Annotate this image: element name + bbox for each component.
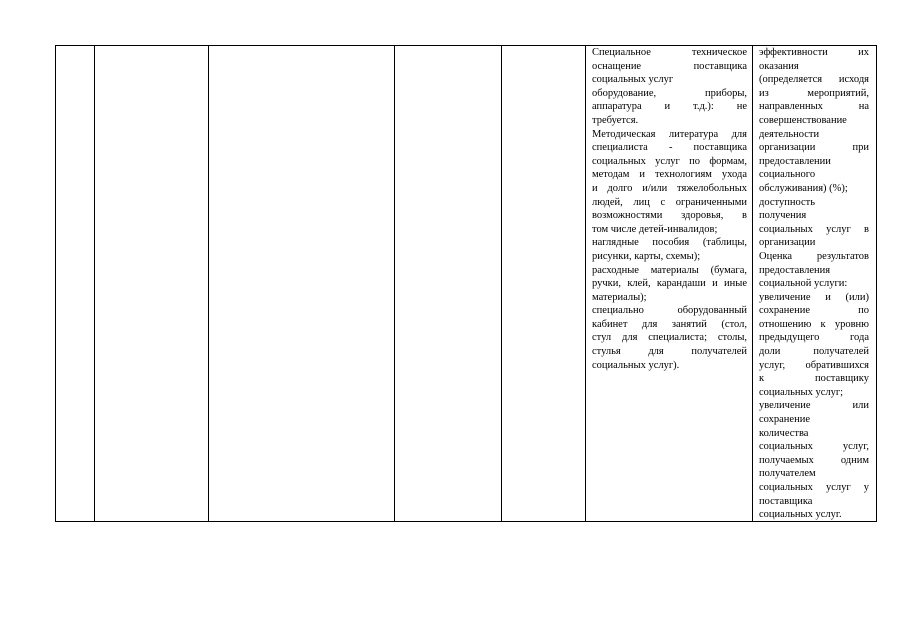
text-line: поставщика [759, 495, 813, 507]
text-line: социальных услуг по формам, [592, 155, 747, 167]
column-border [585, 45, 586, 522]
column-border [752, 45, 753, 522]
text-line: доли получателей [759, 346, 869, 358]
text-line: социальной услуги: [759, 278, 848, 290]
empty-cell [95, 46, 208, 521]
column-border [876, 45, 877, 522]
text-line: обслуживания) (%); [759, 182, 848, 194]
effectiveness-indicators-cell [759, 46, 869, 522]
text-line: из мероприятий, [759, 87, 869, 99]
empty-cell [502, 46, 585, 521]
equipment-conditions-cell [592, 46, 747, 372]
text-line: предоставления [759, 264, 831, 276]
text-line: оборудование, приборы, [592, 87, 747, 99]
text-line: оснащение поставщика [592, 60, 747, 72]
text-line: стул для специалиста; столы, [592, 332, 747, 344]
text-line: людей, лиц с ограниченными [592, 196, 747, 208]
text-line: отношению к уровню [759, 318, 869, 330]
text-line: кабинет для занятий (стол, [592, 318, 747, 330]
text-line: количества [759, 427, 809, 439]
text-line: специалиста - поставщика [592, 142, 747, 154]
empty-cell [395, 46, 501, 521]
text-line: совершенствование [759, 114, 847, 126]
empty-cell [209, 46, 394, 521]
text-line: оказания [759, 60, 799, 72]
text-line: получения [759, 210, 807, 222]
text-line: социальных услуг [592, 74, 674, 86]
text-line: социальных услуг у [759, 482, 869, 493]
empty-cell [56, 46, 94, 521]
text-line: расходные материалы (бумага, [592, 264, 747, 276]
text-line: получаемых одним [759, 454, 869, 466]
text-line: стулья для получателей [592, 346, 747, 358]
text-line: возможностями здоровья, в [592, 210, 747, 222]
text-line: ручки, клей, карандаши и иные [592, 278, 747, 290]
text-line: предоставлении [759, 155, 831, 167]
text-line: аппаратура и т.д.): не [592, 101, 747, 113]
text-line: увеличение и (или) [759, 291, 869, 303]
text-line: и долго и/или тяжелобольных [592, 182, 747, 194]
text-line: получателем [759, 468, 816, 480]
text-line: материалы); [592, 291, 647, 303]
text-line: социальных услуг, [759, 441, 869, 453]
text-line: доступность [759, 196, 816, 208]
text-line: социального [759, 169, 816, 181]
text-line: социальных услуг). [592, 359, 680, 371]
text-line: Специальное техническое [592, 47, 747, 58]
text-line: социальных услуг в [759, 223, 869, 235]
text-line: том числе детей-инвалидов; [592, 223, 718, 235]
text-line: требуется. [592, 114, 639, 126]
text-line: сохранение [759, 414, 810, 426]
text-line: наглядные пособия (таблицы, [592, 237, 747, 249]
text-line: организации при [759, 142, 869, 154]
text-line: Методическая литература для [592, 128, 747, 140]
text-line: деятельности [759, 128, 820, 140]
text-line: социальных услуг; [759, 386, 844, 398]
text-line: увеличение или [759, 400, 869, 412]
text-line: услуг, обратившихся [759, 359, 869, 371]
text-line: рисунки, карты, схемы); [592, 250, 701, 262]
text-line: к поставщику [759, 373, 869, 385]
table-bottom-border [55, 521, 877, 522]
text-line: специально оборудованный [592, 305, 747, 317]
text-line: организации [759, 237, 816, 249]
text-line: направленных на [759, 101, 869, 113]
text-line: (определяется исходя [759, 74, 869, 86]
text-line: социальных услуг. [759, 509, 842, 521]
text-line: Оценка результатов [759, 250, 869, 262]
text-line: предыдущего года [759, 332, 869, 344]
text-line: методам и технологиям ухода [592, 169, 747, 181]
text-line: эффективности их [759, 47, 869, 58]
text-line: сохранение по [759, 305, 869, 317]
